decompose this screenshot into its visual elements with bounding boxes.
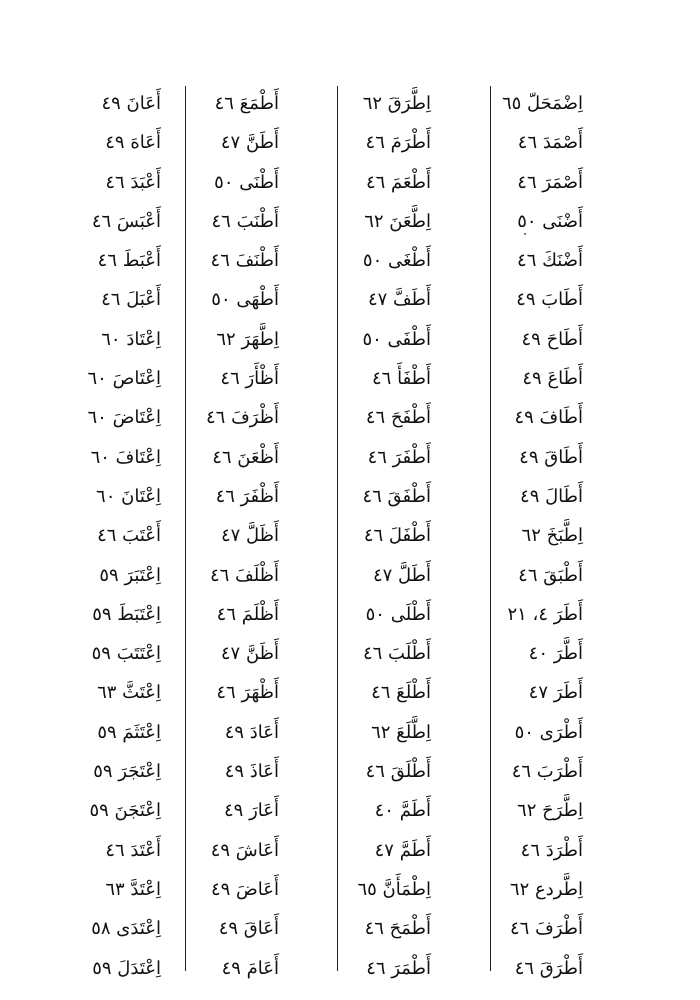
index-entry: أَظْعَنَ ٤٦ — [212, 446, 279, 468]
index-entry: اِعْتَدَى ٥٨ — [91, 918, 161, 940]
index-entry: أَطَرَ ٤٧ — [528, 682, 583, 704]
index-entry: أَطْعَمَ ٤٦ — [365, 171, 431, 193]
index-entry: أَطَاقَ ٤٩ — [519, 446, 583, 468]
ink-speck — [524, 233, 526, 235]
index-entry: اِطْمَأَنَّ ٦٥ — [357, 878, 431, 900]
index-entry: أَطْفَرَ ٤٦ — [367, 446, 431, 468]
index-entry: أَطَابَ ٤٩ — [516, 289, 583, 311]
index-entry: أَعَادَ ٤٩ — [224, 721, 279, 743]
index-entry: أَظْرَفَ ٤٦ — [206, 407, 279, 429]
index-entry: أَطْرَبَ ٤٦ — [511, 761, 583, 783]
index-entry: اِطَّلَعَ ٦٢ — [371, 721, 431, 743]
index-entry: أَطَاحَ ٤٩ — [521, 328, 583, 350]
index-entry: اِعْتَاصَ ٦٠ — [87, 368, 161, 390]
index-entry: أَطْنَى ٥٠ — [214, 171, 279, 193]
index-entry: أَطَرَ ٤، ٢١ — [507, 603, 583, 625]
index-entry: أَظْفَرَ ٤٦ — [215, 485, 279, 507]
index-entry: أَطْمَحَ ٤٦ — [364, 918, 431, 940]
index-entry: أَطَمَّ ٤٠ — [374, 800, 431, 822]
index-entry: أَعْبَلَ ٤٦ — [101, 289, 161, 311]
index-column-1 — [452, 84, 587, 988]
index-entry: أَطْرَى ٥٠ — [514, 721, 583, 743]
index-entry: اِطَّبَخَ ٦٢ — [521, 525, 583, 547]
column-divider — [185, 86, 186, 971]
index-entry: أَعْتَدَ ٤٦ — [105, 839, 161, 861]
index-entry: أَصْمَدَ ٤٦ — [517, 132, 583, 154]
index-entry: أَعْبَطَ ٤٦ — [97, 250, 161, 272]
index-entry: أَعْتَبَ ٤٦ — [97, 525, 161, 547]
index-column-3 — [148, 84, 283, 988]
index-entry: أَظَلَّ ٤٧ — [220, 525, 279, 547]
index-entry: أَطَالَ ٤٩ — [520, 485, 583, 507]
index-entry: أَطَفَّ ٤٧ — [367, 289, 431, 311]
index-entry: أَعَارَ ٤٩ — [224, 800, 279, 822]
index-entry: أَعَاضَ ٤٩ — [210, 878, 279, 900]
index-entry: أَضْنَكَ ٤٦ — [517, 250, 583, 272]
index-entry: أَطْبَقَ ٤٦ — [518, 564, 583, 586]
index-entry: اِطَّعَنَ ٦٢ — [364, 210, 431, 232]
index-entry: أَعَانَ ٤٩ — [101, 93, 161, 114]
index-entry: أَعْبَسَ ٤٦ — [91, 210, 161, 232]
index-entry: أَطْهَى ٥٠ — [211, 289, 279, 311]
index-entry: اِعْتَافَ ٦٠ — [90, 446, 161, 468]
index-entry: أَطْلَبَ ٤٦ — [362, 643, 431, 665]
column-divider — [490, 86, 491, 971]
index-entry: أَطْرَقَ ٤٦ — [514, 957, 583, 979]
index-entry: أَطْفَحَ ٤٦ — [365, 407, 431, 429]
index-entry: أَطْفَى ٥٠ — [362, 328, 431, 350]
index-entry: أَطَلَّ ٤٧ — [372, 564, 431, 586]
index-entry: أَعَاهَ ٤٩ — [105, 132, 161, 154]
index-entry: أَطْرَمَ ٤٦ — [365, 132, 431, 154]
index-entry: اِطَّهَرَ ٦٢ — [216, 328, 279, 350]
index-entry: أَعَامَ ٤٩ — [221, 957, 279, 979]
index-entry: أَطْلَى ٥٠ — [365, 603, 431, 625]
index-entry: اِعْتَبَطَ ٥٩ — [92, 603, 161, 625]
index-entry: أَطْلَقَ ٤٦ — [365, 761, 431, 783]
index-entry: أَطَاعَ ٤٩ — [522, 368, 583, 390]
index-entry: أَظَنَّ ٤٧ — [220, 643, 279, 665]
index-entry: اِعْتَجَنَ ٥٩ — [89, 800, 161, 822]
index-entry: أَطْلَعَ ٤٦ — [371, 682, 431, 704]
index-entry: أَعْبَدَ ٤٦ — [105, 171, 161, 193]
index-entry: أَطَمَّ ٤٧ — [374, 839, 431, 861]
index-entry: أَطْنَفَ ٤٦ — [210, 250, 279, 272]
index-entry: أَصْمَرَ ٤٦ — [517, 171, 583, 193]
index-entry: اِعْتَدَّ ٦٣ — [105, 878, 161, 900]
index-entry: أَطْغَى ٥٠ — [362, 250, 431, 272]
index-entry: أَعَاقَ ٤٩ — [218, 918, 279, 940]
index-entry: أَطْرَفَ ٤٦ — [510, 918, 583, 940]
index-entry: أَظْهَرَ ٤٦ — [216, 682, 279, 704]
index-entry: اِعْتَانَ ٦٠ — [96, 485, 161, 507]
index-entry: أَطَنَّ ٤٧ — [220, 132, 279, 154]
index-entry: اِعْتَبَرَ ٥٩ — [99, 564, 161, 586]
index-entry: أَطَافَ ٤٩ — [514, 407, 583, 429]
index-entry: اِعْتَادَ ٦٠ — [101, 328, 161, 350]
column-divider — [337, 86, 338, 971]
index-entry: أَظْلَفَ ٤٦ — [210, 564, 279, 586]
index-column-4 — [30, 84, 165, 988]
index-entry: اِعْتَدَلَ ٥٩ — [92, 957, 161, 979]
index-entry: أَطْفَقَ ٤٦ — [362, 485, 431, 507]
index-entry: اِضْمَحَلّ ٦٥ — [501, 93, 583, 114]
index-entry: اِطَّردع ٦٢ — [509, 878, 583, 900]
index-entry: اِطَّرَحَ ٦٢ — [517, 800, 583, 822]
index-entry: أَطْفَلَ ٤٦ — [363, 525, 431, 547]
index-entry: اِعْتَاضَ ٦٠ — [87, 407, 161, 429]
index-entry: اِعْتَثَمَ ٥٩ — [97, 721, 161, 743]
index-entry: أَطْرَدَ ٤٦ — [520, 839, 583, 861]
index-column-2 — [300, 84, 435, 988]
index-entry: أَطْنَبَ ٤٦ — [211, 210, 279, 232]
index-entry: أَطْفَأَ ٤٦ — [372, 368, 431, 390]
index-entry: أَضْنَى ٥٠ — [517, 210, 583, 232]
index-entry: أَطْمَرَ ٤٦ — [366, 957, 431, 979]
index-entry: اِعْتَجَرَ ٥٩ — [93, 761, 161, 783]
index-entry: اِطَّرَقَ ٦٢ — [362, 93, 431, 114]
index-entry: اِعْتَتَبَ ٥٩ — [91, 643, 161, 665]
index-entry: أَظْأَرَ ٤٦ — [220, 368, 279, 390]
index-entry: أَظْلَمَ ٤٦ — [216, 603, 279, 625]
index-entry: اِعْتَثَّ ٦٣ — [97, 682, 161, 704]
index-entry: أَطْمَعَ ٤٦ — [214, 93, 279, 114]
index-entry: أَعَاشَ ٤٩ — [210, 839, 279, 861]
index-entry: أَطَّرَ ٤٠ — [528, 643, 583, 665]
index-entry: أَعَاذَ ٤٩ — [224, 761, 279, 783]
